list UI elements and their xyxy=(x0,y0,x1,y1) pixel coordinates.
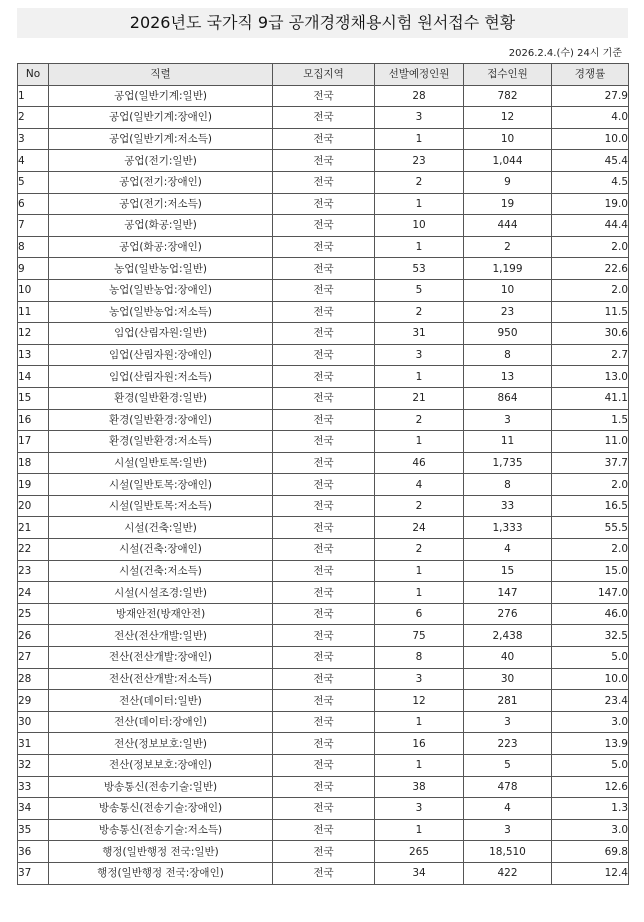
table-row xyxy=(18,409,629,431)
competition-rate-cell: 5.0 xyxy=(552,647,629,669)
planned-count-cell: 8 xyxy=(375,647,464,669)
table-row xyxy=(18,776,629,798)
table-row xyxy=(18,387,629,409)
row-no-cell: 15 xyxy=(18,387,49,409)
row-no-cell: 11 xyxy=(18,301,49,323)
row-no-cell: 27 xyxy=(18,647,49,669)
applied-count-cell: 478 xyxy=(464,776,552,798)
job-series-cell: 방송통신(전송기술:저소득) xyxy=(49,819,273,841)
competition-rate-cell: 5.0 xyxy=(552,755,629,777)
region-cell: 전국 xyxy=(273,755,375,777)
row-no-cell: 4 xyxy=(18,150,49,172)
planned-count-cell: 21 xyxy=(375,387,464,409)
planned-count-cell: 1 xyxy=(375,560,464,582)
competition-rate-cell: 19.0 xyxy=(552,193,629,215)
region-cell: 전국 xyxy=(273,431,375,453)
applied-count-cell: 13 xyxy=(464,366,552,388)
table-row xyxy=(18,495,629,517)
competition-rate-cell: 10.0 xyxy=(552,128,629,150)
table-row xyxy=(18,128,629,150)
table-row xyxy=(18,755,629,777)
page-title: 2026년도 국가직 9급 공개경쟁채용시험 원서접수 현황 xyxy=(17,8,628,38)
table-row xyxy=(18,171,629,193)
job-series-cell: 공업(전기:일반) xyxy=(49,150,273,172)
row-no-cell: 12 xyxy=(18,323,49,345)
row-no-cell: 21 xyxy=(18,517,49,539)
job-series-cell: 방송통신(전송기술:일반) xyxy=(49,776,273,798)
table-row xyxy=(18,107,629,129)
planned-count-cell: 46 xyxy=(375,452,464,474)
competition-rate-cell: 22.6 xyxy=(552,258,629,280)
row-no-cell: 31 xyxy=(18,733,49,755)
row-no-cell: 1 xyxy=(18,85,49,107)
applied-count-cell: 19 xyxy=(464,193,552,215)
competition-rate-cell: 69.8 xyxy=(552,841,629,863)
region-cell: 전국 xyxy=(273,452,375,474)
job-series-cell: 전산(데이터:장애인) xyxy=(49,711,273,733)
row-no-cell: 16 xyxy=(18,409,49,431)
job-series-cell: 농업(일반농업:장애인) xyxy=(49,279,273,301)
region-cell: 전국 xyxy=(273,387,375,409)
applied-count-cell: 1,333 xyxy=(464,517,552,539)
region-cell: 전국 xyxy=(273,258,375,280)
planned-count-cell: 6 xyxy=(375,603,464,625)
job-series-cell: 임업(산림자원:저소득) xyxy=(49,366,273,388)
competition-rate-cell: 13.0 xyxy=(552,366,629,388)
applied-count-cell: 30 xyxy=(464,668,552,690)
job-series-cell: 전산(정보보호:장애인) xyxy=(49,755,273,777)
table-row xyxy=(18,236,629,258)
planned-count-cell: 34 xyxy=(375,862,464,884)
region-cell: 전국 xyxy=(273,841,375,863)
table-row xyxy=(18,279,629,301)
applied-count-cell: 276 xyxy=(464,603,552,625)
competition-rate-cell: 2.0 xyxy=(552,279,629,301)
planned-count-cell: 4 xyxy=(375,474,464,496)
job-series-cell: 전산(데이터:일반) xyxy=(49,690,273,712)
region-cell: 전국 xyxy=(273,301,375,323)
table-row xyxy=(18,323,629,345)
competition-rate-cell: 147.0 xyxy=(552,582,629,604)
row-no-cell: 32 xyxy=(18,755,49,777)
applied-count-cell: 8 xyxy=(464,344,552,366)
header-region: 모집지역 xyxy=(273,64,375,86)
competition-rate-cell: 2.0 xyxy=(552,236,629,258)
competition-rate-cell: 12.4 xyxy=(552,862,629,884)
job-series-cell: 환경(일반환경:저소득) xyxy=(49,431,273,453)
table-row xyxy=(18,431,629,453)
applied-count-cell: 1,044 xyxy=(464,150,552,172)
table-row xyxy=(18,517,629,539)
table-row xyxy=(18,85,629,107)
applied-count-cell: 23 xyxy=(464,301,552,323)
row-no-cell: 22 xyxy=(18,539,49,561)
applied-count-cell: 10 xyxy=(464,128,552,150)
table-row xyxy=(18,819,629,841)
job-series-cell: 행정(일반행정 전국:장애인) xyxy=(49,862,273,884)
applied-count-cell: 950 xyxy=(464,323,552,345)
applied-count-cell: 3 xyxy=(464,409,552,431)
applied-count-cell: 5 xyxy=(464,755,552,777)
planned-count-cell: 2 xyxy=(375,301,464,323)
planned-count-cell: 5 xyxy=(375,279,464,301)
job-series-cell: 시설(일반토목:장애인) xyxy=(49,474,273,496)
region-cell: 전국 xyxy=(273,85,375,107)
table-row xyxy=(18,366,629,388)
job-series-cell: 행정(일반행정 전국:일반) xyxy=(49,841,273,863)
job-series-cell: 환경(일반환경:장애인) xyxy=(49,409,273,431)
applied-count-cell: 9 xyxy=(464,171,552,193)
job-series-cell: 전산(전산개발:일반) xyxy=(49,625,273,647)
region-cell: 전국 xyxy=(273,517,375,539)
region-cell: 전국 xyxy=(273,690,375,712)
planned-count-cell: 2 xyxy=(375,171,464,193)
row-no-cell: 2 xyxy=(18,107,49,129)
row-no-cell: 25 xyxy=(18,603,49,625)
planned-count-cell: 2 xyxy=(375,495,464,517)
table-row xyxy=(18,647,629,669)
job-series-cell: 공업(일반기계:일반) xyxy=(49,85,273,107)
applied-count-cell: 3 xyxy=(464,711,552,733)
planned-count-cell: 38 xyxy=(375,776,464,798)
planned-count-cell: 1 xyxy=(375,128,464,150)
planned-count-cell: 2 xyxy=(375,409,464,431)
table-row xyxy=(18,711,629,733)
row-no-cell: 20 xyxy=(18,495,49,517)
planned-count-cell: 24 xyxy=(375,517,464,539)
planned-count-cell: 1 xyxy=(375,236,464,258)
applied-count-cell: 4 xyxy=(464,539,552,561)
competition-rate-cell: 2.0 xyxy=(552,539,629,561)
job-series-cell: 공업(전기:저소득) xyxy=(49,193,273,215)
region-cell: 전국 xyxy=(273,171,375,193)
applied-count-cell: 33 xyxy=(464,495,552,517)
job-series-cell: 공업(일반기계:저소득) xyxy=(49,128,273,150)
row-no-cell: 5 xyxy=(18,171,49,193)
job-series-cell: 농업(일반농업:저소득) xyxy=(49,301,273,323)
competition-rate-cell: 41.1 xyxy=(552,387,629,409)
table-header-row xyxy=(18,64,629,86)
region-cell: 전국 xyxy=(273,798,375,820)
competition-rate-cell: 11.5 xyxy=(552,301,629,323)
as-of-date: 2026.2.4.(수) 24시 기준 xyxy=(508,48,622,59)
table-row xyxy=(18,215,629,237)
header-rate: 경쟁률 xyxy=(552,64,629,86)
job-series-cell: 시설(일반토목:저소득) xyxy=(49,495,273,517)
job-series-cell: 방재안전(방재안전) xyxy=(49,603,273,625)
row-no-cell: 35 xyxy=(18,819,49,841)
header-planned: 선발예정인원 xyxy=(375,64,464,86)
region-cell: 전국 xyxy=(273,409,375,431)
row-no-cell: 34 xyxy=(18,798,49,820)
planned-count-cell: 16 xyxy=(375,733,464,755)
competition-rate-cell: 16.5 xyxy=(552,495,629,517)
planned-count-cell: 1 xyxy=(375,819,464,841)
applied-count-cell: 2,438 xyxy=(464,625,552,647)
table-row xyxy=(18,668,629,690)
planned-count-cell: 23 xyxy=(375,150,464,172)
job-series-cell: 전산(정보보호:일반) xyxy=(49,733,273,755)
header-applied: 접수인원 xyxy=(464,64,552,86)
table-row xyxy=(18,841,629,863)
competition-rate-cell: 32.5 xyxy=(552,625,629,647)
planned-count-cell: 265 xyxy=(375,841,464,863)
table-row xyxy=(18,193,629,215)
table-row xyxy=(18,625,629,647)
row-no-cell: 9 xyxy=(18,258,49,280)
region-cell: 전국 xyxy=(273,150,375,172)
applied-count-cell: 4 xyxy=(464,798,552,820)
applied-count-cell: 782 xyxy=(464,85,552,107)
row-no-cell: 3 xyxy=(18,128,49,150)
competition-rate-cell: 27.9 xyxy=(552,85,629,107)
competition-rate-cell: 44.4 xyxy=(552,215,629,237)
region-cell: 전국 xyxy=(273,776,375,798)
planned-count-cell: 3 xyxy=(375,344,464,366)
row-no-cell: 10 xyxy=(18,279,49,301)
applied-count-cell: 8 xyxy=(464,474,552,496)
job-series-cell: 전산(전산개발:저소득) xyxy=(49,668,273,690)
planned-count-cell: 3 xyxy=(375,107,464,129)
job-series-cell: 환경(일반환경:일반) xyxy=(49,387,273,409)
competition-rate-cell: 15.0 xyxy=(552,560,629,582)
competition-rate-cell: 3.0 xyxy=(552,711,629,733)
applied-count-cell: 422 xyxy=(464,862,552,884)
applied-count-cell: 281 xyxy=(464,690,552,712)
planned-count-cell: 1 xyxy=(375,582,464,604)
table-row xyxy=(18,452,629,474)
applied-count-cell: 147 xyxy=(464,582,552,604)
row-no-cell: 14 xyxy=(18,366,49,388)
applied-count-cell: 10 xyxy=(464,279,552,301)
row-no-cell: 24 xyxy=(18,582,49,604)
row-no-cell: 6 xyxy=(18,193,49,215)
row-no-cell: 8 xyxy=(18,236,49,258)
region-cell: 전국 xyxy=(273,366,375,388)
planned-count-cell: 1 xyxy=(375,711,464,733)
region-cell: 전국 xyxy=(273,236,375,258)
competition-rate-cell: 1.3 xyxy=(552,798,629,820)
row-no-cell: 28 xyxy=(18,668,49,690)
table-row xyxy=(18,474,629,496)
planned-count-cell: 1 xyxy=(375,755,464,777)
row-no-cell: 30 xyxy=(18,711,49,733)
competition-rate-cell: 23.4 xyxy=(552,690,629,712)
region-cell: 전국 xyxy=(273,711,375,733)
applied-count-cell: 1,735 xyxy=(464,452,552,474)
competition-rate-cell: 4.0 xyxy=(552,107,629,129)
row-no-cell: 13 xyxy=(18,344,49,366)
region-cell: 전국 xyxy=(273,539,375,561)
job-series-cell: 공업(전기:장애인) xyxy=(49,171,273,193)
region-cell: 전국 xyxy=(273,862,375,884)
planned-count-cell: 53 xyxy=(375,258,464,280)
applied-count-cell: 11 xyxy=(464,431,552,453)
job-series-cell: 공업(화공:일반) xyxy=(49,215,273,237)
planned-count-cell: 12 xyxy=(375,690,464,712)
region-cell: 전국 xyxy=(273,582,375,604)
competition-rate-cell: 55.5 xyxy=(552,517,629,539)
job-series-cell: 농업(일반농업:일반) xyxy=(49,258,273,280)
competition-rate-cell: 3.0 xyxy=(552,819,629,841)
region-cell: 전국 xyxy=(273,193,375,215)
job-series-cell: 시설(일반토목:일반) xyxy=(49,452,273,474)
table-row xyxy=(18,603,629,625)
row-no-cell: 33 xyxy=(18,776,49,798)
applied-count-cell: 1,199 xyxy=(464,258,552,280)
job-series-cell: 전산(전산개발:장애인) xyxy=(49,647,273,669)
applied-count-cell: 223 xyxy=(464,733,552,755)
row-no-cell: 7 xyxy=(18,215,49,237)
job-series-cell: 시설(시설조경:일반) xyxy=(49,582,273,604)
planned-count-cell: 31 xyxy=(375,323,464,345)
application-status-table xyxy=(17,63,629,885)
planned-count-cell: 75 xyxy=(375,625,464,647)
applied-count-cell: 15 xyxy=(464,560,552,582)
competition-rate-cell: 1.5 xyxy=(552,409,629,431)
region-cell: 전국 xyxy=(273,603,375,625)
job-series-cell: 방송통신(전송기술:장애인) xyxy=(49,798,273,820)
job-series-cell: 시설(건축:장애인) xyxy=(49,539,273,561)
row-no-cell: 18 xyxy=(18,452,49,474)
region-cell: 전국 xyxy=(273,560,375,582)
region-cell: 전국 xyxy=(273,474,375,496)
competition-rate-cell: 45.4 xyxy=(552,150,629,172)
planned-count-cell: 2 xyxy=(375,539,464,561)
row-no-cell: 19 xyxy=(18,474,49,496)
competition-rate-cell: 2.7 xyxy=(552,344,629,366)
row-no-cell: 36 xyxy=(18,841,49,863)
row-no-cell: 26 xyxy=(18,625,49,647)
row-no-cell: 23 xyxy=(18,560,49,582)
table-row xyxy=(18,582,629,604)
region-cell: 전국 xyxy=(273,344,375,366)
planned-count-cell: 3 xyxy=(375,798,464,820)
table-row xyxy=(18,539,629,561)
region-cell: 전국 xyxy=(273,625,375,647)
region-cell: 전국 xyxy=(273,323,375,345)
header-job-series: 직렬 xyxy=(49,64,273,86)
competition-rate-cell: 37.7 xyxy=(552,452,629,474)
region-cell: 전국 xyxy=(273,495,375,517)
table-row xyxy=(18,344,629,366)
table-row xyxy=(18,733,629,755)
job-series-cell: 임업(산림자원:장애인) xyxy=(49,344,273,366)
row-no-cell: 29 xyxy=(18,690,49,712)
header-no: No xyxy=(18,64,49,86)
competition-rate-cell: 11.0 xyxy=(552,431,629,453)
planned-count-cell: 1 xyxy=(375,366,464,388)
job-series-cell: 공업(화공:장애인) xyxy=(49,236,273,258)
job-series-cell: 임업(산림자원:일반) xyxy=(49,323,273,345)
planned-count-cell: 1 xyxy=(375,431,464,453)
region-cell: 전국 xyxy=(273,215,375,237)
applied-count-cell: 864 xyxy=(464,387,552,409)
applied-count-cell: 12 xyxy=(464,107,552,129)
competition-rate-cell: 4.5 xyxy=(552,171,629,193)
competition-rate-cell: 12.6 xyxy=(552,776,629,798)
job-series-cell: 시설(건축:저소득) xyxy=(49,560,273,582)
competition-rate-cell: 30.6 xyxy=(552,323,629,345)
competition-rate-cell: 10.0 xyxy=(552,668,629,690)
table-row xyxy=(18,150,629,172)
table-row xyxy=(18,301,629,323)
competition-rate-cell: 13.9 xyxy=(552,733,629,755)
competition-rate-cell: 46.0 xyxy=(552,603,629,625)
job-series-cell: 시설(건축:일반) xyxy=(49,517,273,539)
applied-count-cell: 444 xyxy=(464,215,552,237)
competition-rate-cell: 2.0 xyxy=(552,474,629,496)
applied-count-cell: 2 xyxy=(464,236,552,258)
region-cell: 전국 xyxy=(273,279,375,301)
region-cell: 전국 xyxy=(273,107,375,129)
planned-count-cell: 3 xyxy=(375,668,464,690)
planned-count-cell: 10 xyxy=(375,215,464,237)
table-row xyxy=(18,798,629,820)
region-cell: 전국 xyxy=(273,647,375,669)
table-row xyxy=(18,560,629,582)
applied-count-cell: 40 xyxy=(464,647,552,669)
table-row xyxy=(18,690,629,712)
region-cell: 전국 xyxy=(273,733,375,755)
applied-count-cell: 18,510 xyxy=(464,841,552,863)
planned-count-cell: 1 xyxy=(375,193,464,215)
applied-count-cell: 3 xyxy=(464,819,552,841)
job-series-cell: 공업(일반기계:장애인) xyxy=(49,107,273,129)
table-row xyxy=(18,258,629,280)
region-cell: 전국 xyxy=(273,128,375,150)
row-no-cell: 17 xyxy=(18,431,49,453)
row-no-cell: 37 xyxy=(18,862,49,884)
planned-count-cell: 28 xyxy=(375,85,464,107)
table-row xyxy=(18,862,629,884)
region-cell: 전국 xyxy=(273,819,375,841)
region-cell: 전국 xyxy=(273,668,375,690)
